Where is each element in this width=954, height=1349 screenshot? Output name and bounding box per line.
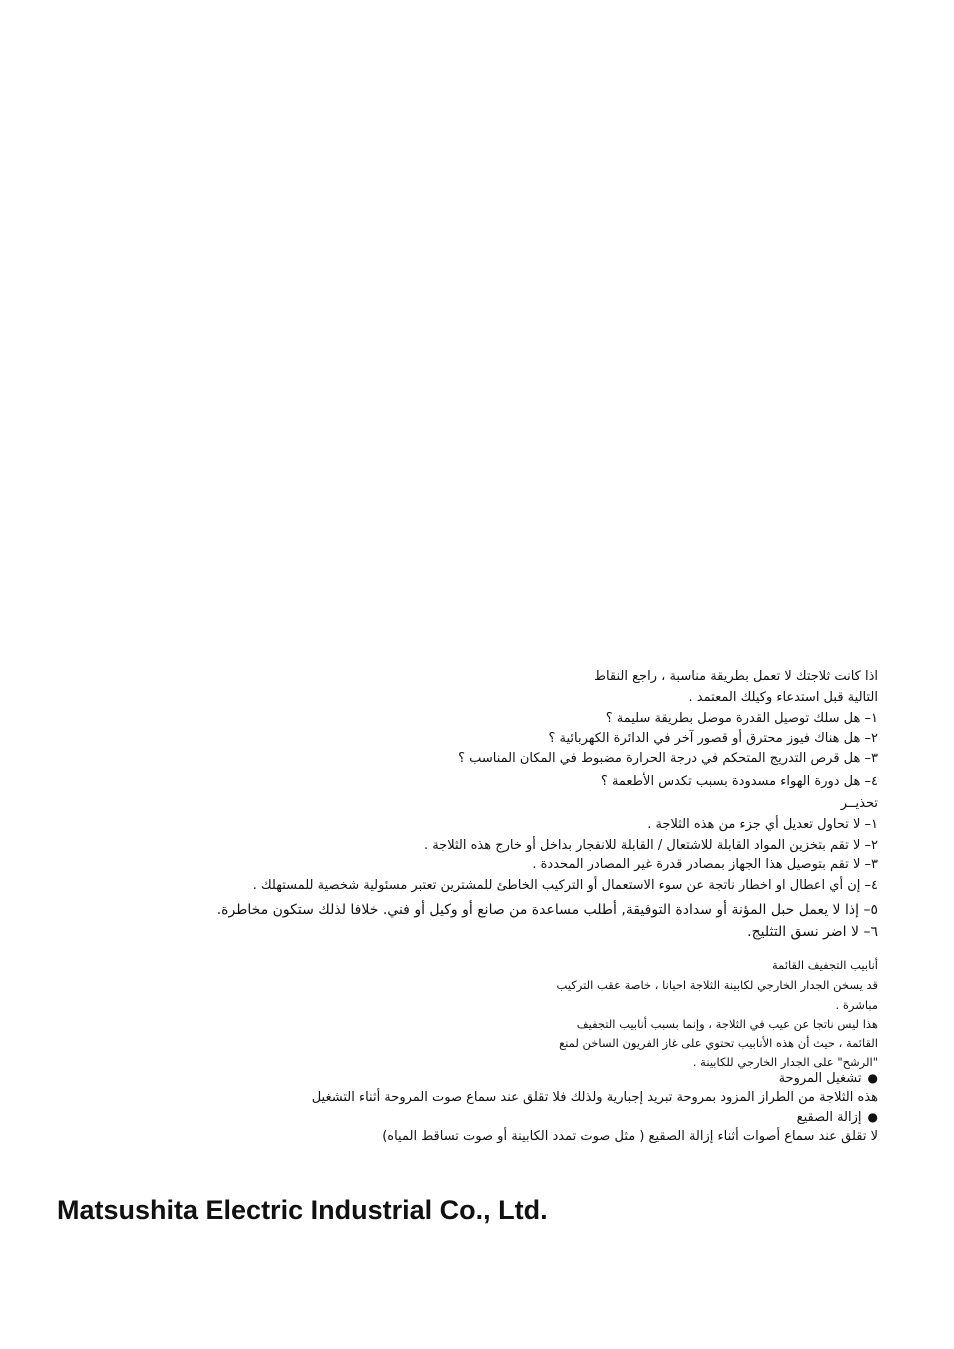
warning-title: تحذيــر (840, 796, 878, 811)
troubleshoot-item: ٤– هل دورة الهواء مسدودة بسبب تكدس الأطعمة ؟ (600, 774, 878, 789)
warning-item: ٢– لا تقم بتخزين المواد القابلة للاشتعال / القابلة للانفجار بداخل أو خارج هذه الثلاجة . (423, 838, 878, 853)
fan-title: ● تشغيل المروحة (779, 1069, 878, 1088)
pipes-title: أنابيب التجفيف القائمة (772, 958, 878, 972)
warning-item: ١– لا تحاول تعديل أي جزء من هذه الثلاجة . (647, 817, 878, 832)
pipes-line: "الرشح" على الجدار الخارجي للكابينة . (692, 1055, 878, 1069)
warning-item: ٣– لا تقم بتوصيل هذا الجهاز بمصادر قدرة غير المصادر المحددة . (532, 857, 878, 872)
company-name: Matsushita Electric Industrial Co., Ltd. (57, 1195, 548, 1225)
fan-text: هذه الثلاجة من الطراز المزود بمروحة تبريد إجبارية ولذلك فلا تقلق عند سماع صوت المروحة أثناء التشغيل (311, 1090, 878, 1105)
defrost-title: ● إزالة الصقيع (797, 1108, 878, 1127)
troubleshoot-intro-line-2: التالية قبل استدعاء وكيلك المعتمد . (688, 690, 878, 705)
warning-item: ٦– لا اضر نسق التثليج. (747, 924, 878, 940)
pipes-line: القائمة ، حيث أن هذه الأنابيب تحتوي على غاز الفريون الساخن لمنع (559, 1036, 878, 1050)
pipes-line: قد يسخن الجدار الخارجي لكابينة الثلاجة احيانا ، خاصة عقب التركيب (556, 978, 878, 992)
defrost-text: لا تقلق عند سماع أصوات أثناء إزالة الصقيع ( مثل صوت تمدد الكابينة أو صوت تساقط المياه) (382, 1129, 878, 1144)
troubleshoot-item: ١– هل سلك توصيل القدرة موصل بطريقة سليمة ؟ (605, 711, 878, 726)
pipes-line: هذا ليس ناتجا عن عيب في الثلاجة ، وإنما بسبب أنابيب التجفيف (576, 1017, 878, 1031)
warning-item: ٥– إذا لا يعمل حبل المؤنة أو سدادة التوفيقة, أطلب مساعدة من صانع أو وكيل أو فني. خلافا لذلك ستكون مخاطرة. (216, 902, 878, 918)
warning-item: ٤– إن أي اعطال او اخطار ناتجة عن سوء الاستعمال أو التركيب الخاطئ للمشترين تعتبر مسئولية شخصية للمستهلك . (252, 878, 878, 893)
troubleshoot-intro-line-1: اذا كانت ثلاجتك لا تعمل بطريقة مناسبة ، راجع النقاط (593, 669, 878, 684)
troubleshoot-item: ٣– هل قرص التدريج المتحكم في درجة الحرارة مضبوط في المكان المناسب ؟ (458, 751, 878, 766)
pipes-line: مباشرة . (835, 998, 878, 1012)
troubleshoot-item: ٢– هل هناك فيوز محترق أو قصور آخر في الدائرة الكهربائية ؟ (548, 731, 878, 746)
